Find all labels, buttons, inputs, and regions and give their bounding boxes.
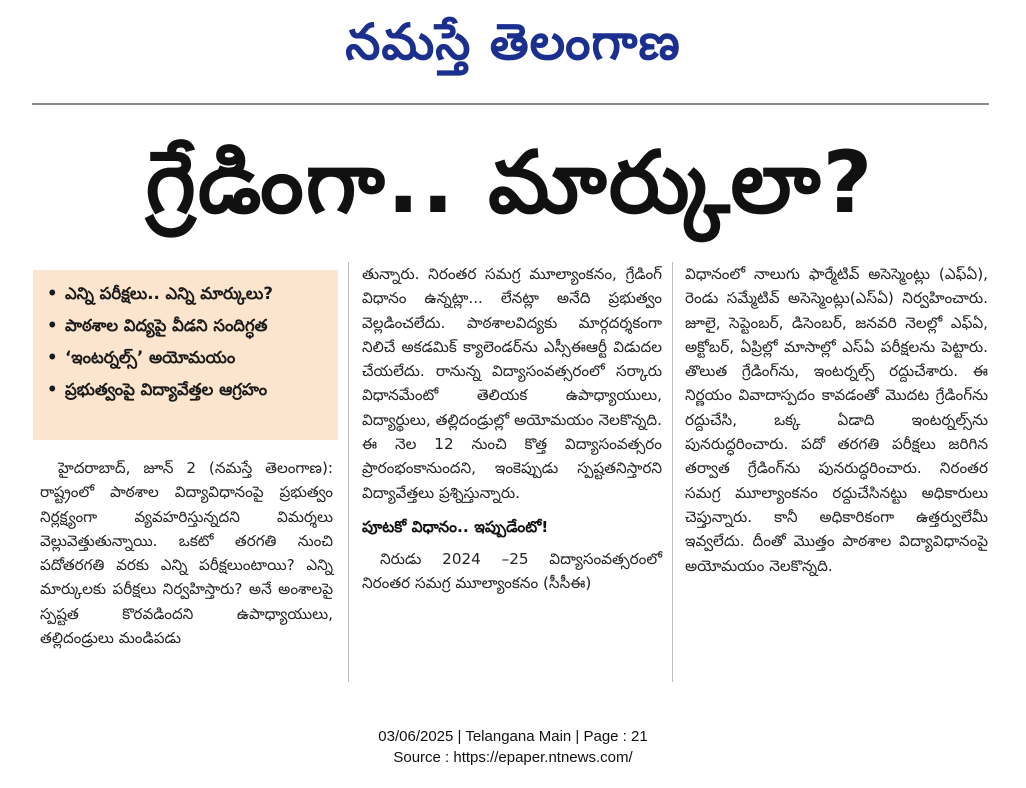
source-link[interactable]: Source : https://epaper.ntnews.com/ (393, 749, 633, 766)
article-paragraph: తున్నారు. నిరంతర సమగ్ర మూల్యాంకనం, గ్రేడింగ్ విధానం ఉన్నట్లా... లేనట్లా అనేది ప్రభుత్వం వెల్లడించలేదు. పాఠశాలవిద్యకు మార్గదర్శకంగా నిలిచే అకడమిక్ క్యాలెండర్‌ను ఎస్సీఈఆర్టీ విడుదల చేయలేదు. రానున్న విద్యాసంవత్సరంలో సర్కారు విధానమేంటో తెలియక ఉపాధ్యాయులు, విద్యార్థులు, తల్లిదండ్రుల్లో అయోమయం నెలకొన్నది. ఈ నెల 12 నుంచి కొత్త విద్యాసంవత్సరం ప్రారంభంకానుందని, ఇంకెప్పుడు స్పష్టతనిస్తారని విద్యావేత్తలు ప్రశ్నిస్తున్నారు. (362, 265, 662, 502)
edition-info: 03/06/2025 | Telangana Main | Page : 21 (378, 728, 648, 745)
bullet-icon: • (47, 316, 58, 335)
page-footer (0, 726, 1026, 768)
highlight-item: • ప్రభుత్వంపై విద్యావేత్తల ఆగ్రహం (47, 380, 268, 399)
article-paragraph: హైదరాబాద్, జూన్ 2 (నమస్తే తెలంగాణ): రాష్ట్రంలో పాఠశాల విద్యావిధానంపై ప్రభుత్వం నిర్లక్ష్యంగా వ్యవహరిస్తున్నదని విమర్శలు వెల్లువెత్తుతున్నాయి. ఒకటో తరగతి నుంచి పదోతరగతి వరకు ఎన్ని పరీక్షలుంటాయి? ఎన్ని మార్కులకు పరీక్షలు నిర్వహిస్తారు? అనే అంశాలపై స్పష్టత కొరవడిందని ఉపాధ్యాయులు, తల్లిదండ్రులు మండిపడు (40, 459, 333, 648)
masthead-logo: నమస్తే తెలంగాణ (345, 12, 681, 71)
headline: గ్రేడింగా.. మార్కులా? (145, 133, 875, 233)
article-column-1 (40, 456, 333, 650)
highlight-item: • ఎన్ని పరీక్షలు.. ఎన్ని మార్కులు? (47, 284, 273, 303)
column-divider (348, 262, 349, 682)
article-paragraph: విధానంలో నాలుగు ఫార్మేటివ్ అసెస్మెంట్లు (ఎఫ్ఏ), రెండు సమ్మేటివ్ అసెస్మెంట్లు(ఎస్ఏ) నిర్వహించారు. జూలై, సెప్టెంబర్, డిసెంబర్, జనవరి నెలల్లో ఎఫ్ఏ, అక్టోబర్, ఏప్రిల్లో మాసాల్లో ఎస్ఏ పరీక్షలను పెట్టారు. తొలుత గ్రేడింగ్‌ను, ఇంటర్నల్స్ రద్దుచేశారు. ఈ నిర్ణయం వివాదాస్పదం కావడంతో మొదట గ్రేడింగ్‌ను రద్దుచేసి, ఒక్క ఏడాది ఇంటర్నల్స్‌ను పునరుద్ధరించారు. పదో తరగతి పరీక్షలు జరిగిన తర్వాత గ్రేడింగ్‌ను పునరుద్ధరించారు. నిరంతర సమగ్ర మూల్యాంకనం రద్దుచేసినట్టు అధికారులు చెప్తున్నారు. కానీ అధికారికంగా ఉత్తర్వులేమీ ఇవ్వలేదు. దీంతో మొత్తం పాఠశాల విద్యావిధానంపై అయోమయం నెలకొన్నది. (685, 265, 988, 575)
column-divider (672, 262, 673, 682)
bullet-icon: • (47, 284, 58, 303)
article-paragraph: నిరుడు 2024 –25 విద్యాసంవత్సరంలో నిరంతర సమగ్ర మూల్యాంకనం (సీసీఈ) (362, 549, 662, 593)
article-column-2 (362, 262, 662, 596)
highlight-item: • ‘ఇంటర్నల్స్’ అయోమయం (47, 348, 236, 367)
bullet-icon: • (47, 348, 58, 367)
highlights-box (33, 270, 338, 440)
article-column-3 (685, 262, 988, 578)
article-subheading: పూటకో విధానం.. ఇప్పుడేంటో! (362, 517, 549, 536)
highlight-item: • పాఠశాల విద్యపై వీడని సందిగ్ధత (47, 316, 268, 335)
bullet-icon: • (47, 380, 58, 399)
masthead-divider (32, 103, 989, 105)
